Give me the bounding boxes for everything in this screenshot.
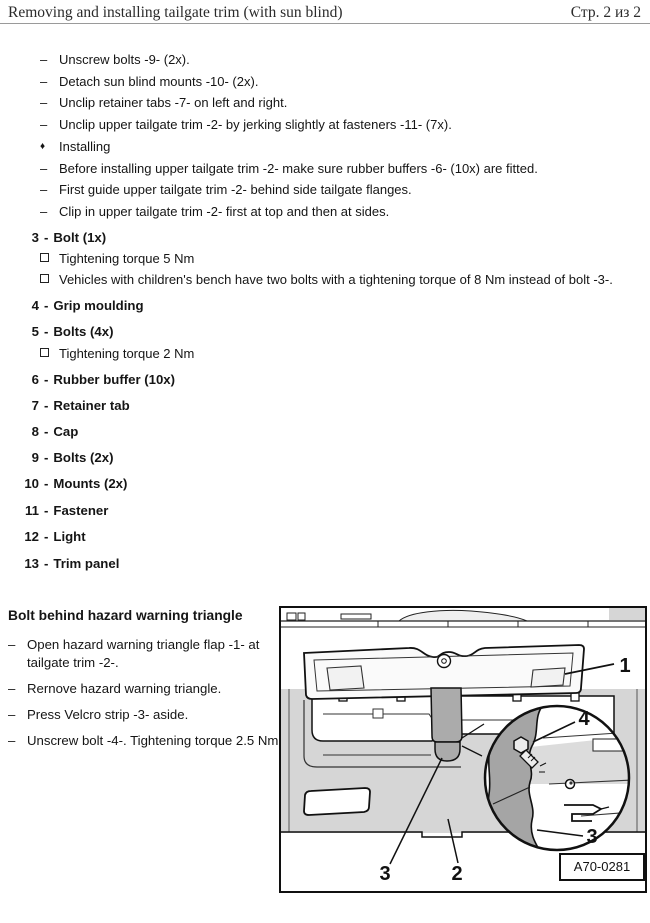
installing-label: Installing [59,138,111,154]
part-row [24,371,646,388]
part-number: 3 [31,230,39,245]
removal-steps-list [40,49,642,223]
page-header [8,4,641,22]
dash-bullet-icon: – [40,73,48,89]
part-row [24,397,646,414]
parts-legend-list [24,229,646,572]
separator: - [44,476,49,491]
dash-bullet-icon: – [40,182,48,198]
dash-bullet-icon: – [40,52,48,67]
part-name: Mounts (2x) [53,476,128,491]
part-number: 5 [31,324,39,339]
step-text: Detach sun blind mounts -10- (2x). [59,73,259,89]
separator: - [44,450,49,465]
step-text: Unclip upper tailgate trim -2- by jerking slightly at fasteners -11- (7x). [59,117,452,133]
part-name: Bolts (2x) [53,450,114,465]
installing-header-item [40,136,642,158]
list-item [40,49,642,71]
square-bullet-icon [40,274,49,283]
figure-tailgate-trim [279,606,647,893]
step-text: Unscrew bolts -9- (2x). [59,52,190,67]
list-item [40,179,642,201]
callout-3-inset-label: 3 [586,826,598,848]
hazard-triangle-section [8,607,278,758]
part-name: Bolts (4x) [53,324,114,339]
step-text: Unclip retainer tabs -7- on left and right. [59,95,288,111]
list-item [8,636,278,672]
step-text: Press Velcro strip -3- aside. [27,707,189,722]
step-text: Before installing upper tailgate trim -2- make sure rubber buffers -6- (10x) are fitted. [59,160,538,176]
part-name: Bolt (1x) [53,230,107,245]
part-number: 13 [24,556,39,571]
dash-bullet-icon: – [40,160,48,176]
list-item [8,706,278,724]
dash-bullet-icon: – [8,707,16,722]
velcro-strap-shape [431,688,462,761]
part-name: Light [53,529,86,544]
separator: - [44,556,49,571]
part-row [24,528,646,545]
part-name: Rubber buffer (10x) [53,372,176,387]
step-text: Rernove hazard warning triangle. [27,681,222,696]
callout-4-label: 4 [578,708,590,730]
part-name: Grip moulding [53,298,144,313]
part-number: 9 [31,450,39,465]
dash-bullet-icon: – [40,203,48,219]
part-number: 12 [24,529,39,544]
separator: - [44,230,49,245]
list-item [40,201,642,223]
part-number: 7 [31,398,39,413]
separator: - [44,298,49,313]
list-item [40,92,642,114]
callout-3-label: 3 [379,863,391,885]
separator: - [44,324,49,339]
list-item [8,732,278,750]
section-heading: Bolt behind hazard warning triangle [8,608,243,623]
callout-1-label: 1 [619,655,631,677]
list-item [8,680,278,698]
square-bullet-icon [40,253,49,262]
part-number: 6 [31,372,39,387]
part-row [24,502,646,519]
part-name: Retainer tab [53,398,130,413]
part-row [24,423,646,440]
separator: - [44,398,49,413]
dash-bullet-icon: – [40,117,48,133]
list-item [40,71,642,93]
square-bullet-icon [40,348,49,357]
dash-bullet-icon: – [40,95,48,111]
part-note-row [40,271,646,288]
tailgate-diagram [281,608,645,891]
separator: - [44,503,49,518]
step-text: Clip in upper tailgate trim -2- first at top and then at sides. [59,203,390,219]
dash-bullet-icon: – [8,733,16,748]
diamond-bullet-icon: ♦ [40,140,46,152]
dash-bullet-icon: – [8,681,16,696]
figure-id-label: A70-0281 [573,859,631,874]
part-row [24,297,646,314]
part-row [24,449,646,466]
flap-latch-icon [438,655,451,668]
part-number: 4 [31,298,39,313]
header-divider [0,23,650,24]
separator: - [44,529,49,544]
step-text: Unscrew bolt -4-. Tightening torque 2.5 Nm [27,733,279,748]
part-row [24,475,646,492]
part-name: Fastener [53,503,109,518]
part-note: Tightening torque 2 Nm [59,346,195,361]
grip-recess-shape [304,788,370,815]
dash-bullet-icon: – [8,637,16,652]
part-number: 10 [24,476,39,491]
list-item [40,114,642,136]
document-title: Removing and installing tailgate trim (with sun blind) [8,4,343,21]
page-indicator: Стр. 2 из 2 [570,4,641,21]
part-note: Tightening torque 5 Nm [59,251,195,266]
part-row [24,555,646,572]
separator: - [44,372,49,387]
callout-2-label: 2 [451,863,463,885]
separator: - [44,424,49,439]
step-text: First guide upper tailgate trim -2- behind side tailgate flanges. [59,182,412,198]
tailgate-upper-edge [281,608,645,627]
part-note: Vehicles with children's bench have two bolts with a tightening torque of 8 Nm instead of bolt -3-. [59,272,613,287]
list-item [40,158,642,180]
part-row [24,229,646,246]
part-note-row [40,345,646,362]
part-name: Trim panel [53,556,120,571]
part-name: Cap [53,424,79,439]
part-row [24,323,646,340]
part-number: 8 [31,424,39,439]
part-note-row [40,250,646,267]
step-text: Open hazard warning triangle flap -1- at tailgate trim -2-. [27,637,260,670]
part-number: 11 [25,503,39,518]
